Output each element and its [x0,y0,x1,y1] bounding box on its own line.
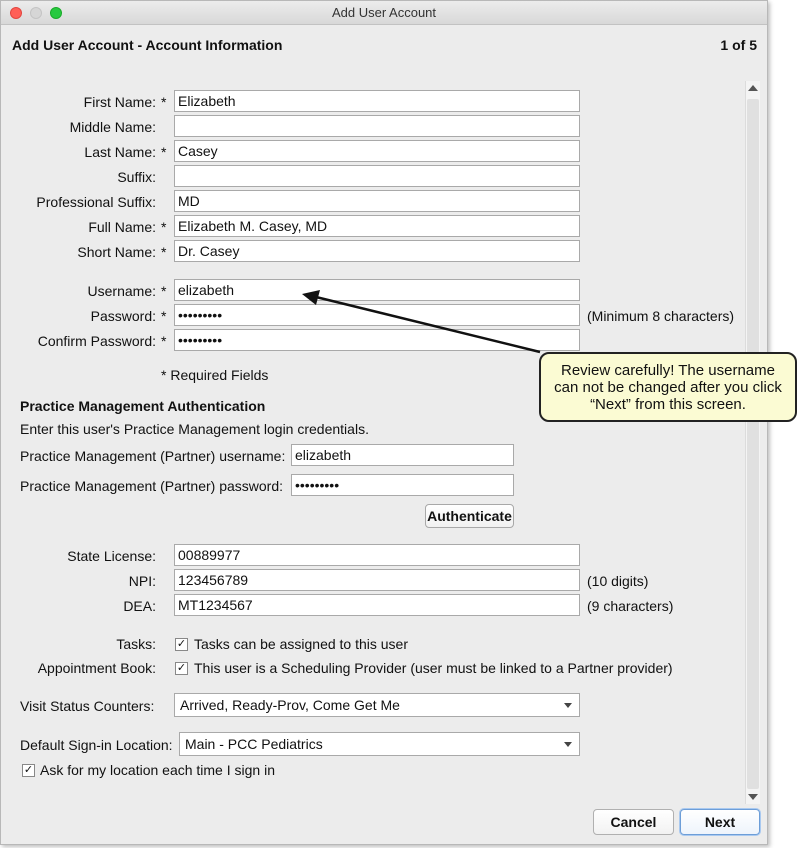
pm-username-label: Practice Management (Partner) username: [20,448,286,464]
appointment-book-label: Appointment Book: [37,660,156,676]
password-hint: (Minimum 8 characters) [587,308,735,324]
window-title: Add User Account [331,5,437,20]
pm-auth-description: Enter this user's Practice Management login credentials. [20,421,369,437]
pm-username-field[interactable]: elizabeth [291,444,514,466]
required-marker: * [161,219,167,235]
arrow-line [316,297,540,352]
visit-status-value: Arrived, Ready-Prov, Come Get Me [180,697,400,713]
pm-password-label: Practice Management (Partner) password: [20,478,283,494]
last-name-field[interactable]: Casey [174,140,580,162]
npi-field[interactable]: 123456789 [174,569,580,591]
callout-line: “Next” from this screen. [590,396,746,413]
short-name-field[interactable]: Dr. Casey [174,240,580,262]
page-title: Add User Account - Account Information [12,37,283,53]
short-name-label: Short Name: [77,244,156,260]
callout-line: Review carefully! The username [561,362,775,379]
username-field[interactable]: elizabeth [174,279,580,301]
required-marker: * [161,283,167,299]
dea-hint: (9 characters) [587,598,674,614]
required-marker: * [161,144,167,160]
required-fields-note: * Required Fields [161,367,269,383]
full-name-field[interactable]: Elizabeth M. Casey, MD [174,215,580,237]
npi-hint: (10 digits) [587,573,649,589]
confirm-password-label: Confirm Password: [37,333,156,349]
page-indicator: 1 of 5 [720,37,757,53]
sign-in-location-label: Default Sign-in Location: [20,737,173,753]
callout-line: can not be changed after you click [554,379,782,396]
ask-location-label: Ask for my location each time I sign in [40,762,275,778]
npi-label: NPI: [128,573,156,589]
required-marker: * [161,94,167,110]
cancel-button[interactable]: Cancel [593,809,674,835]
full-name-label: Full Name: [88,219,156,235]
first-name-label: First Name: [83,94,156,110]
tasks-checkbox[interactable]: ✓ [176,638,187,650]
professional-suffix-field[interactable]: MD [174,190,580,212]
dea-field[interactable]: MT1234567 [174,594,580,616]
password-field[interactable]: ••••••••• [174,304,580,326]
required-marker: * [161,333,167,349]
scheduling-provider-label: This user is a Scheduling Provider (user must be linked to a Partner provider) [194,660,673,676]
tasks-label: Tasks: [116,636,156,652]
authenticate-button[interactable]: Authenticate [425,504,514,528]
ask-location-checkbox[interactable]: ✓ [23,764,34,776]
next-button[interactable]: Next [680,809,760,835]
arrow-head-icon [302,290,320,305]
pm-password-field[interactable]: ••••••••• [291,474,514,496]
scheduling-provider-checkbox[interactable]: ✓ [176,662,187,674]
professional-suffix-label: Professional Suffix: [36,194,156,210]
dea-label: DEA: [123,598,156,614]
required-marker: * [161,244,167,260]
suffix-label: Suffix: [117,169,156,185]
visit-status-label: Visit Status Counters: [20,698,155,714]
pm-auth-heading: Practice Management Authentication [20,398,266,414]
first-name-field[interactable]: Elizabeth [174,90,580,112]
state-license-label: State License: [67,548,156,564]
sign-in-location-value: Main - PCC Pediatrics [185,736,323,752]
confirm-password-field[interactable]: ••••••••• [174,329,580,351]
username-label: Username: [87,283,156,299]
password-label: Password: [90,308,156,324]
tasks-checkbox-label: Tasks can be assigned to this user [194,636,409,652]
required-marker: * [161,308,167,324]
annotation-callout [539,352,797,422]
last-name-label: Last Name: [84,144,156,160]
middle-name-label: Middle Name: [69,119,156,135]
state-license-field[interactable]: 00889977 [174,544,580,566]
